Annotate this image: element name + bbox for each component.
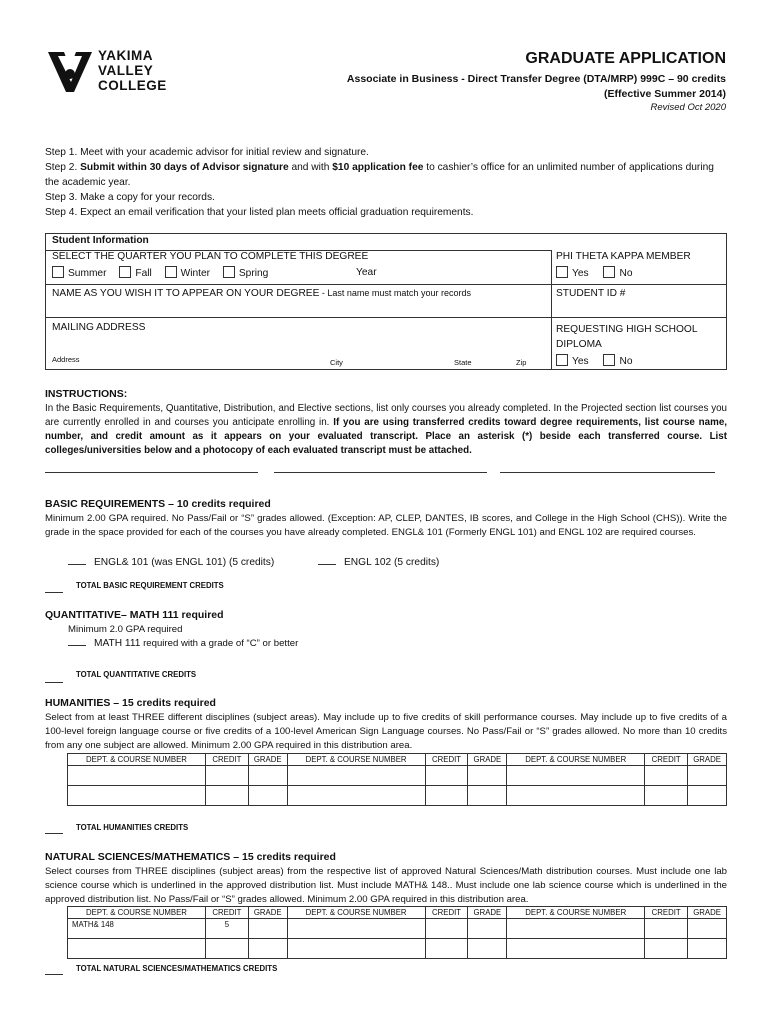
hs-no-label: No [619,356,633,367]
ptk-no-label: No [619,268,633,279]
degree-subtitle [347,72,726,102]
math111-label: MATH 111 [94,638,141,649]
col-course-header: DEPT. & COURSE NUMBER [507,754,645,766]
math111-note: required with a grade of “C” or better [140,638,299,649]
cell-input[interactable] [507,766,645,786]
cell-input[interactable] [205,786,248,806]
address-caption: Address [52,355,80,364]
cell-input[interactable] [425,939,468,959]
cell-input[interactable] [68,766,206,786]
ptk-label: PHI THETA KAPPA MEMBER [556,251,691,262]
basic-total-blank[interactable] [45,592,63,593]
student-info-box [45,233,727,370]
engl101-label: ENGL& 101 (was ENGL 101) (5 credits) [94,557,275,568]
cell-input[interactable] [68,939,206,959]
college-line-2[interactable] [274,472,487,473]
cell-input[interactable] [688,766,727,786]
cell-input[interactable] [507,939,645,959]
hs-label-line-1: REQUESTING HIGH SCHOOL [556,324,698,335]
cell-input[interactable] [645,786,688,806]
state-caption: State [454,358,472,367]
fall-label: Fall [135,268,152,279]
basic-text: Minimum 2.00 GPA required. No Pass/Fail or “S” grades allowed. (Exception: AP, CLEP, DANTES, IB scores, and College in the High School (CHS)). Write the grade in the space provided for each of the courses you have already completed. ENGL& 101 (Formerly ENGL 101) and ENGL 102 are required courses. [45,513,727,538]
col-credit-header: CREDIT [425,907,468,919]
natsci-total-blank[interactable] [45,974,63,975]
math111-grade-blank[interactable] [68,645,86,646]
col-credit-header: CREDIT [645,754,688,766]
instructions-part-a: In the Basic Requirements, Quantitative, Distribution, and Elective sections, list only courses you already completed. In the Projected section list courses you are currently enrolled in and courses you anticipate enrolling in. [45,403,727,428]
cell-input[interactable] [287,786,425,806]
year-label: Year [356,267,377,278]
student-info-heading: Student Information [52,235,149,246]
quant-heading: QUANTITATIVE– MATH 111 required [45,609,224,621]
cell-input[interactable] [688,919,727,939]
college-line-1[interactable] [45,472,258,473]
winter-checkbox[interactable] [165,266,177,278]
cell-input[interactable] [425,919,468,939]
col-course-header: DEPT. & COURSE NUMBER [287,754,425,766]
col-course-header: DEPT. & COURSE NUMBER [68,907,206,919]
degree-name: Associate in Business - Direct Transfer Degree (DTA/MRP) 999C – 90 credits [346,73,726,85]
summer-checkbox[interactable] [52,266,64,278]
humanities-total-label: TOTAL HUMANITIES CREDITS [76,823,189,832]
cell-input[interactable] [68,786,206,806]
col-course-header: DEPT. & COURSE NUMBER [287,907,425,919]
hs-yes-checkbox[interactable] [556,354,568,366]
cell-input[interactable] [248,786,287,806]
city-caption: City [330,358,343,367]
cell-input[interactable] [425,786,468,806]
engl102-grade-blank[interactable] [318,564,336,565]
col-course-header: DEPT. & COURSE NUMBER [507,907,645,919]
col-course-header: DEPT. & COURSE NUMBER [68,754,206,766]
cell-input[interactable] [507,919,645,939]
quant-total-label: TOTAL QUANTITATIVE CREDITS [76,670,197,679]
natsci-text: Select courses from THREE disciplines (subject areas) from the respective list of approved Natural Sciences/Math distribution courses. Must include one lab science course which is underlined in the approved distribution list. Must include MATH& 148.. Must include one lab science course which is underlined in the approved distribution list. No Pass/Fail or “S” grades allowed. Minimum 2.00 GPA required in this distribution area. [45,866,727,905]
engl101-grade-blank[interactable] [68,564,86,565]
step-2-mid: and with [288,162,333,173]
logo-line-1: YAKIMA [98,48,154,63]
student-id-label: STUDENT ID # [556,288,626,299]
cell-input[interactable] [688,939,727,959]
step-2 [45,160,725,190]
step-2-prefix: Step 2. [45,162,81,173]
col-grade-header: GRADE [688,754,727,766]
table-header-row [68,907,727,919]
basic-course-1 [68,557,274,568]
step-2-deadline: Submit within 30 days of Advisor signature [80,162,289,173]
ptk-yes-label: Yes [572,268,589,279]
cell-input[interactable] [248,766,287,786]
winter-label: Winter [180,268,211,279]
cell-input[interactable] [287,939,425,959]
instructions-heading: INSTRUCTIONS: [45,388,128,400]
step-4: Step 4. Expect an email verification that your listed plan meets official graduation requirements. [45,207,474,218]
instructions-part-b: If you are using transferred credits toward degree requirements, list course name, number, and credit amount as it appears on your evaluated transcript. Place an asterisk (*) beside each transferred course. List colleges/universities below and a photocopy of each evaluated transcript must be attached. [45,417,727,456]
math148-course-cell[interactable]: MATH& 148 [68,919,206,939]
col-credit-header: CREDIT [205,907,248,919]
cell-input[interactable] [205,939,248,959]
table-row [68,786,727,806]
basic-total-label: TOTAL BASIC REQUIREMENT CREDITS [76,581,224,590]
col-grade-header: GRADE [248,907,287,919]
step-2-rest: to cashier’s office for an unlimited number of applications during the academic year. [45,162,714,188]
col-grade-header: GRADE [688,907,727,919]
step-2-fee: $10 application fee [332,162,424,173]
cell-input[interactable] [468,939,507,959]
hs-options [556,354,633,367]
quant-course-1 [68,638,298,649]
cell-input[interactable] [468,919,507,939]
step-3: Step 3. Make a copy for your records. [45,192,215,203]
table-row [68,939,727,959]
logo-line-3: COLLEGE [98,78,167,93]
hs-yes-label: Yes [572,356,589,367]
spring-label: Spring [238,268,269,279]
hs-label-line-2: DIPLOMA [556,339,602,350]
revised-date: Revised Oct 2020 [650,102,726,113]
college-logo-text [98,48,167,93]
quant-total-blank[interactable] [45,682,63,683]
humanities-heading: HUMANITIES – 15 credits required [45,697,216,709]
humanities-text: Select from at least THREE different disciplines (subject areas). May include up to five credits of skill performance courses. May include up to five credits of a 100-level foreign language course or five credits of a 100-level American Sign Language courses. No Pass/Fail or “S” grades allowed. No more than 10 credits from any one subject are allowed. Minimum 2.00 GPA required in this distribution area. [45,712,727,751]
ptk-yes-checkbox[interactable] [556,266,568,278]
instructions-text [45,402,727,458]
cell-input[interactable] [468,766,507,786]
zip-caption: Zip [516,358,527,367]
math148-credit-cell[interactable]: 5 [205,919,248,939]
table-header-row [68,754,727,766]
cell-input[interactable] [205,766,248,786]
cell-input[interactable] [645,919,688,939]
quant-text: Minimum 2.0 GPA required [68,624,183,635]
natsci-heading: NATURAL SCIENCES/MATHEMATICS – 15 credits required [45,851,336,863]
ptk-options [556,266,633,279]
college-line-3[interactable] [500,472,715,473]
page-title: GRADUATE APPLICATION [525,50,726,67]
cell-input[interactable] [468,786,507,806]
quarter-label: SELECT THE QUARTER YOU PLAN TO COMPLETE THIS DEGREE [52,251,369,262]
hs-no-checkbox[interactable] [603,354,615,366]
table-row [68,766,727,786]
basic-heading: BASIC REQUIREMENTS – 10 credits required [45,498,271,510]
mailing-label: MAILING ADDRESS [52,322,146,333]
spring-checkbox[interactable] [223,266,235,278]
logo-line-2: VALLEY [98,63,154,78]
cell-input[interactable] [425,766,468,786]
col-credit-header: CREDIT [645,907,688,919]
name-label-text: NAME AS YOU WISH IT TO APPEAR ON YOUR DEGREE [52,288,320,299]
steps-list [45,145,725,220]
col-credit-header: CREDIT [205,754,248,766]
quarter-options [52,266,268,279]
natsci-total-label: TOTAL NATURAL SCIENCES/MATHEMATICS CREDITS [76,964,278,973]
effective-date: (Effective Summer 2014) [604,88,726,100]
cell-input[interactable] [688,786,727,806]
cell-input[interactable] [248,939,287,959]
college-logo-icon [44,46,96,98]
summer-label: Summer [68,268,107,279]
natsci-table [67,906,727,959]
cell-input[interactable] [287,919,425,939]
name-label [52,288,471,299]
col-credit-header: CREDIT [425,754,468,766]
cell-input[interactable] [287,766,425,786]
col-grade-header: GRADE [248,754,287,766]
col-grade-header: GRADE [468,907,507,919]
engl102-label: ENGL 102 (5 credits) [344,557,440,568]
col-grade-header: GRADE [468,754,507,766]
basic-course-2 [318,557,439,568]
step-1: Step 1. Meet with your academic advisor for initial review and signature. [45,147,369,158]
cell-input[interactable] [248,919,287,939]
fall-checkbox[interactable] [119,266,131,278]
cell-input[interactable] [507,786,645,806]
humanities-table [67,753,727,806]
cell-input[interactable] [645,939,688,959]
ptk-no-checkbox[interactable] [603,266,615,278]
table-row [68,919,727,939]
cell-input[interactable] [645,766,688,786]
name-note: - Last name must match your records [319,288,471,298]
hs-diploma-label [556,322,698,352]
humanities-total-blank[interactable] [45,833,63,834]
